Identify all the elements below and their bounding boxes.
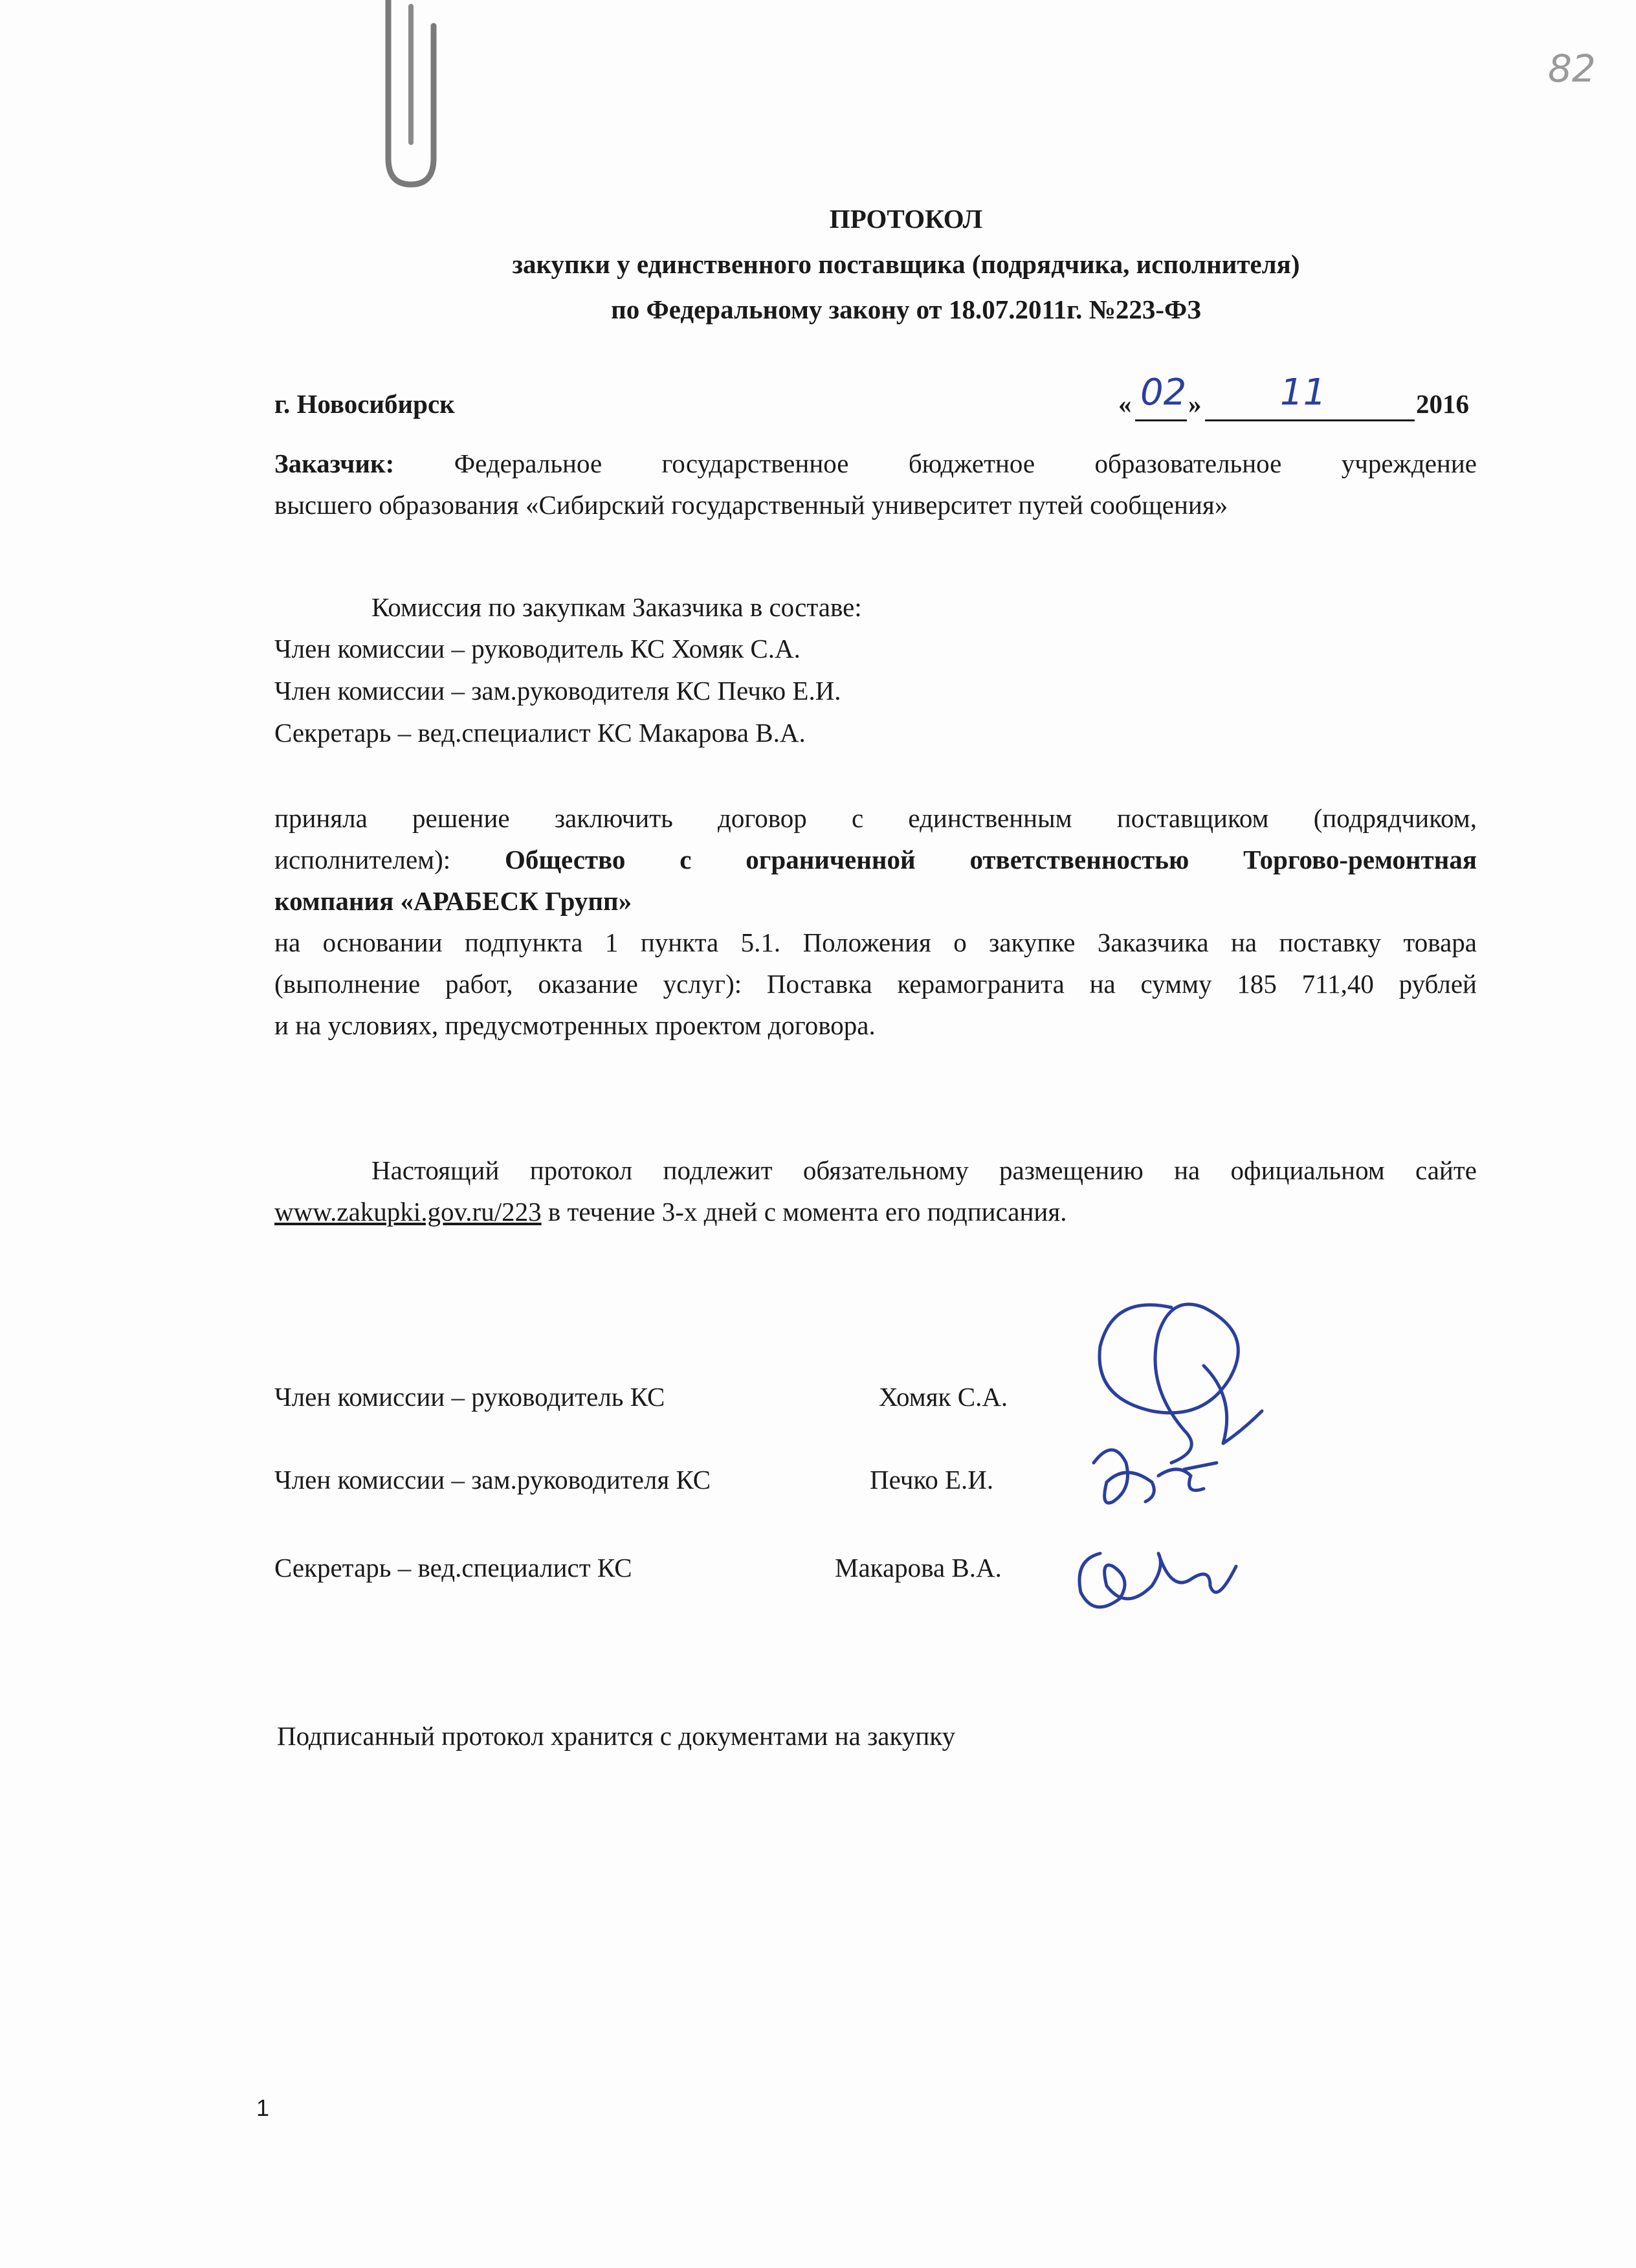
customer-label: Заказчик: <box>274 449 395 478</box>
decision-line-6: и на условиях, предусмотренных проектом договора. <box>274 1010 876 1040</box>
date-field <box>1118 372 1477 427</box>
contractor-name-part-1: Общество с ограниченной ответственностью Торгово-ремонтная <box>505 845 1477 874</box>
decision-line-5: (выполнение работ, оказание услуг): Поставка керамогранита на сумму 185 711,40 рублей <box>274 969 1477 999</box>
zakupki-link[interactable]: www.zakupki.gov.ru/223 <box>274 1197 542 1227</box>
decision-line-4: на основании подпункта 1 пункта 5.1. Положения о закупке Заказчика на поставку товара <box>274 928 1477 957</box>
signature-name-2: Печко Е.И. <box>870 1465 994 1495</box>
date-month-underline <box>1205 419 1415 421</box>
publication-line-2 <box>274 1196 1067 1228</box>
customer-name-part-1: Федеральное государственное бюджетное образовательное учреждение <box>454 449 1477 478</box>
decision-line-1: приняла решение заключить договор с единственным поставщиком (подрядчиком, <box>274 803 1477 833</box>
paper-clip-icon <box>362 0 453 194</box>
document-title: ПРОТОКОЛ <box>829 204 983 234</box>
date-open-quote: « <box>1118 389 1132 419</box>
publication-deadline: в течение 3-х дней с момента его подписания. <box>541 1197 1067 1227</box>
commission-member-3: Секретарь – вед.специалист КС Макарова В.А. <box>274 718 806 748</box>
decision-contractor-prefix: исполнителем): <box>274 845 451 874</box>
signature-name-1: Хомяк С.А. <box>879 1382 1008 1412</box>
date-close-quote: » <box>1188 389 1202 419</box>
signature-role-1: Член комиссии – руководитель КС <box>274 1382 665 1412</box>
page-number: 1 <box>256 2095 270 2121</box>
handwritten-signature-2 <box>1081 1424 1223 1521</box>
sheet-number: 82 <box>1548 47 1596 91</box>
date-day: 02 <box>1140 372 1187 414</box>
signature-role-3: Секретарь – вед.специалист КС <box>274 1553 632 1583</box>
document-subtitle-1: закупки у единственного поставщика (подрядчика, исполнителя) <box>512 249 1300 279</box>
signature-name-3: Макарова В.А. <box>835 1553 1002 1583</box>
handwritten-signature-3 <box>1061 1515 1255 1631</box>
date-year: 2016 <box>1416 389 1469 419</box>
commission-intro: Комиссия по закупкам Заказчика в составе: <box>371 592 862 622</box>
contractor-name-part-2: компания «АРАБЕСК Групп» <box>274 886 632 916</box>
date-day-underline <box>1135 419 1187 421</box>
date-month: 11 <box>1280 372 1327 414</box>
document-subtitle-2: по Федеральному закону от 18.07.2011г. №223-ФЗ <box>611 295 1201 324</box>
footer-note: Подписанный протокол хранится с документами на закупку <box>277 1721 956 1751</box>
commission-member-1: Член комиссии – руководитель КС Хомяк С.А. <box>274 634 801 663</box>
customer-line-1 <box>274 448 1477 480</box>
city: г. Новосибирск <box>274 389 455 419</box>
commission-member-2: Член комиссии – зам.руководителя КС Печко Е.И. <box>274 676 841 706</box>
signature-role-2: Член комиссии – зам.руководителя КС <box>274 1465 711 1495</box>
publication-line-1: Настоящий протокол подлежит обязательному размещению на официальном сайте <box>371 1155 1477 1185</box>
decision-line-2 <box>274 844 1477 876</box>
customer-line-2: высшего образования «Сибирский государственный университет путей сообщения» <box>274 490 1228 520</box>
